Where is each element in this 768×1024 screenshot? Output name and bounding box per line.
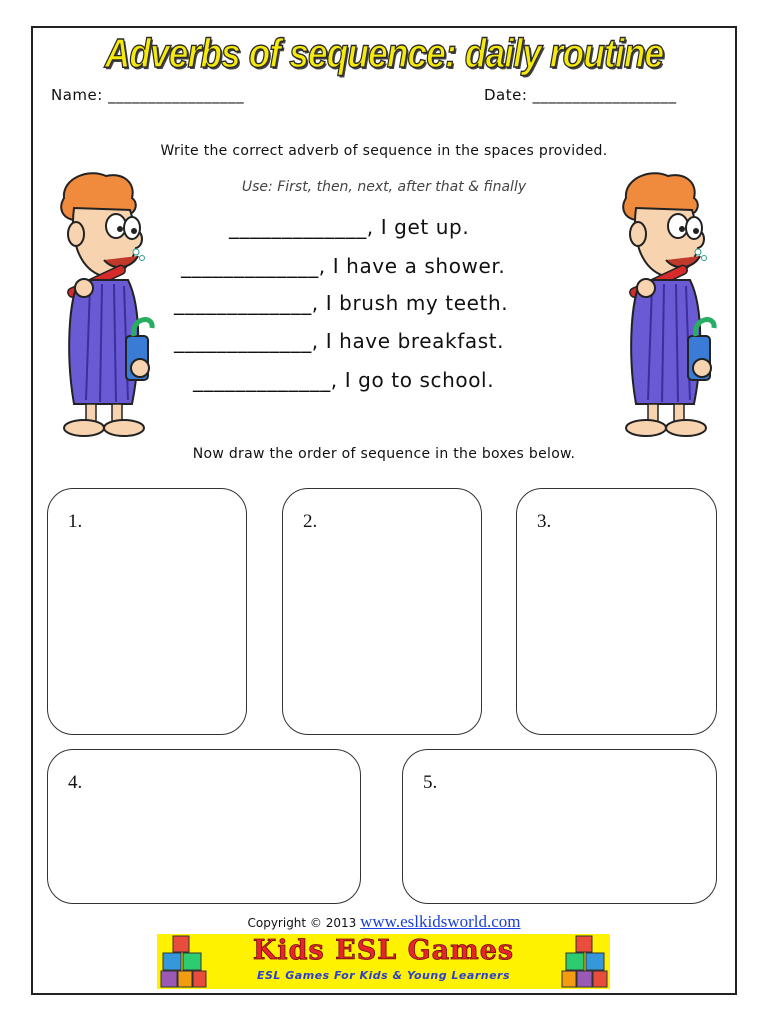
name-field: Name: _________________	[51, 86, 245, 104]
draw-instruction: Now draw the order of sequence in the boxes below.	[192, 446, 576, 462]
boy-brushing-teeth-left-illustration	[44, 168, 164, 443]
sentence-4: _____________, I have breakfast.	[174, 329, 505, 353]
drawing-box-5[interactable]	[402, 749, 717, 904]
sentence-1: _____________, I get up.	[229, 215, 470, 239]
website-link[interactable]: www.eslkidsworld.com	[360, 912, 521, 931]
sentence-3: _____________, I brush my teeth.	[174, 291, 509, 315]
kids-esl-games-banner[interactable]	[157, 934, 610, 989]
drawing-box-2[interactable]	[282, 488, 482, 735]
drawing-box-1[interactable]	[47, 488, 247, 735]
box-number: 2.	[303, 511, 318, 532]
worksheet-title: Adverbs of sequence: daily routine	[104, 30, 664, 76]
boy-brushing-teeth-right-illustration	[606, 168, 726, 443]
toy-blocks-icon	[560, 934, 608, 989]
word-bank: Use: First, then, next, after that & finally	[241, 179, 527, 195]
sentence-5: _____________, I go to school.	[193, 368, 495, 392]
sentence-2: _____________, I have a shower.	[181, 254, 506, 278]
box-number: 1.	[68, 511, 83, 532]
banner-subtitle: ESL Games For Kids & Young Learners	[256, 969, 511, 982]
box-number: 5.	[423, 772, 438, 793]
date-field: Date: __________________	[484, 86, 677, 104]
copyright-text: Copyright © 2013	[247, 916, 357, 930]
copyright-line	[0, 912, 768, 932]
box-number: 4.	[68, 772, 83, 793]
drawing-box-3[interactable]	[516, 488, 717, 735]
box-number: 3.	[537, 511, 552, 532]
banner-title: Kids ESL Games	[252, 935, 515, 966]
instruction-text: Write the correct adverb of sequence in the spaces provided.	[160, 143, 608, 159]
drawing-box-4[interactable]	[47, 749, 361, 904]
